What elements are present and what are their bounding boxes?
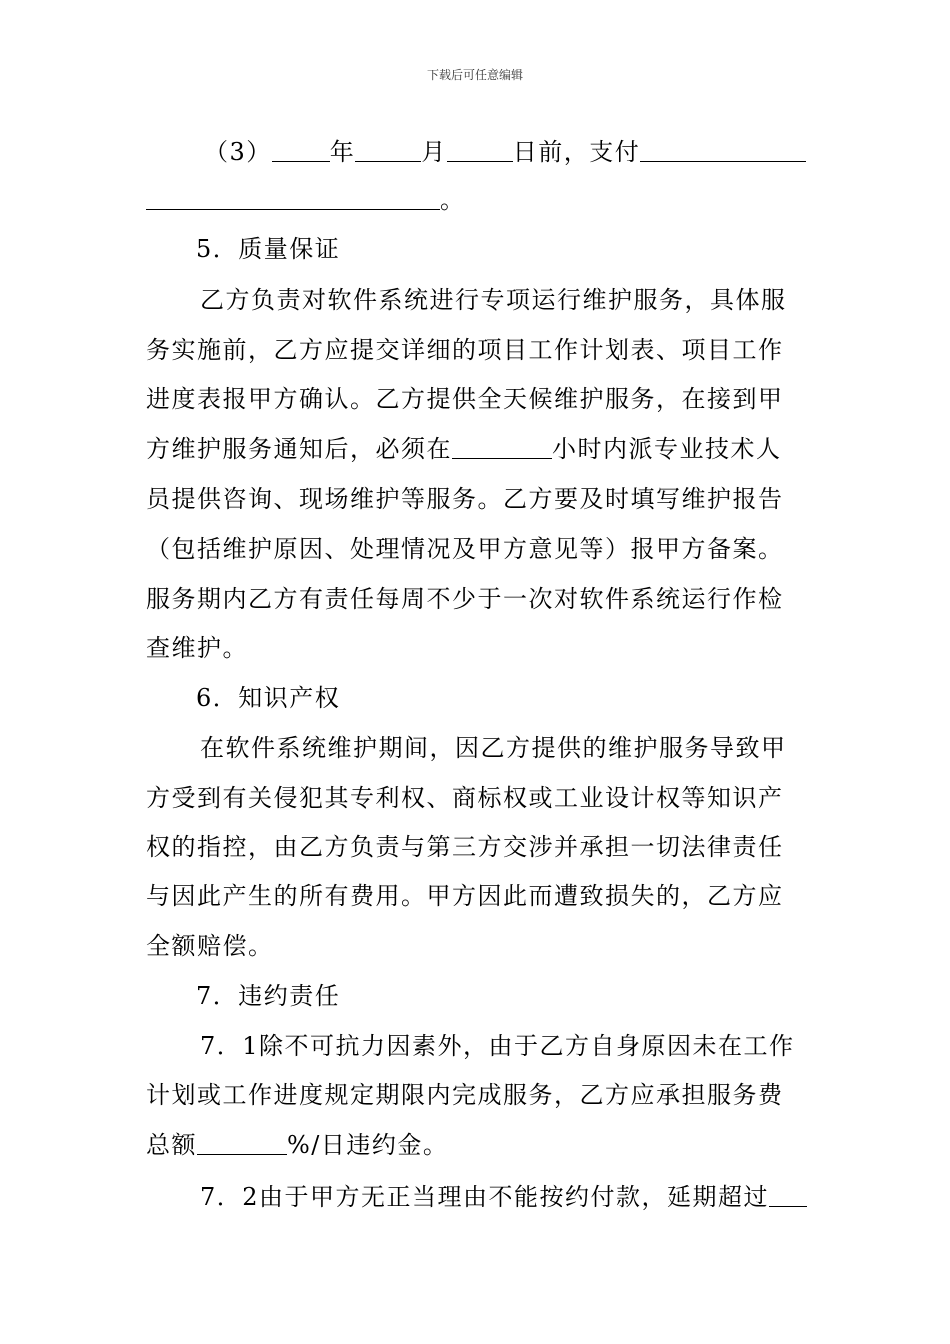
s6-line-1: 在软件系统维护期间，因乙方提供的维护服务导致甲: [200, 734, 787, 762]
s7-1-line-1: 7．1除不可抗力因素外，由于乙方自身原因未在工作: [200, 1032, 795, 1060]
year-blank: [272, 137, 330, 162]
section-7-heading: 7．违约责任: [196, 982, 341, 1010]
clause-3-line-1: [204, 137, 864, 167]
day-blank: [447, 137, 513, 162]
payment-blank: [640, 137, 806, 162]
s5-line-5: 员提供咨询、现场维护等服务。乙方要及时填写维护报告: [146, 485, 784, 513]
s7-2-line-1: [200, 1182, 860, 1212]
s5-line-8: 查维护。: [146, 634, 248, 662]
s5-line-4: [146, 434, 806, 464]
year-label: 年: [329, 138, 356, 166]
s5-line-2: 务实施前，乙方应提交详细的项目工作计划表、项目工作: [146, 336, 784, 364]
s7-1-line-3-pre: 总额: [146, 1131, 197, 1159]
section-6-heading: 6．知识产权: [196, 684, 341, 712]
clause-3-prefix: （3）: [204, 138, 272, 166]
s6-line-3: 权的指控，由乙方负责与第三方交涉并承担一切法律责任: [146, 833, 784, 861]
s7-2-text: 7．2由于甲方无正当理由不能按约付款，延期超过: [200, 1183, 770, 1211]
page-header: 下载后可任意编辑: [426, 68, 523, 82]
s5-line-7: 服务期内乙方有责任每周不少于一次对软件系统运行作检: [146, 585, 784, 613]
month-label: 月: [421, 138, 447, 166]
s5-line-6: （包括维护原因、处理情况及甲方意见等）报甲方备案。: [146, 535, 784, 563]
s6-line-2: 方受到有关侵犯其专利权、商标权或工业设计权等知识产: [146, 784, 784, 812]
s5-line-4-post: 小时内派专业技术人: [552, 435, 782, 463]
s7-1-line-2: 计划或工作进度规定期限内完成服务，乙方应承担服务费: [146, 1081, 784, 1109]
overdue-blank: [769, 1182, 807, 1207]
hours-blank: [452, 434, 552, 459]
s6-line-5: 全额赔偿。: [146, 932, 274, 960]
s7-1-line-3: [146, 1130, 806, 1160]
s7-1-line-3-post: %/日违约金。: [287, 1131, 449, 1159]
s5-line-4-pre: 方维护服务通知后，必须在: [146, 435, 452, 463]
month-blank: [355, 137, 421, 162]
clause-3-line-2: [146, 185, 806, 215]
period: 。: [440, 186, 466, 214]
section-5-heading: 5．质量保证: [196, 235, 341, 263]
s6-line-4: 与因此产生的所有费用。甲方因此而遭致损失的，乙方应: [146, 882, 784, 910]
s5-line-1: 乙方负责对软件系统进行专项运行维护服务，具体服: [200, 286, 787, 314]
s5-line-3: 进度表报甲方确认。乙方提供全天候维护服务，在接到甲: [146, 385, 784, 413]
penalty-rate-blank: [197, 1130, 287, 1155]
day-suffix: 日前，支付: [512, 138, 641, 166]
payment-blank-cont: [146, 185, 440, 210]
